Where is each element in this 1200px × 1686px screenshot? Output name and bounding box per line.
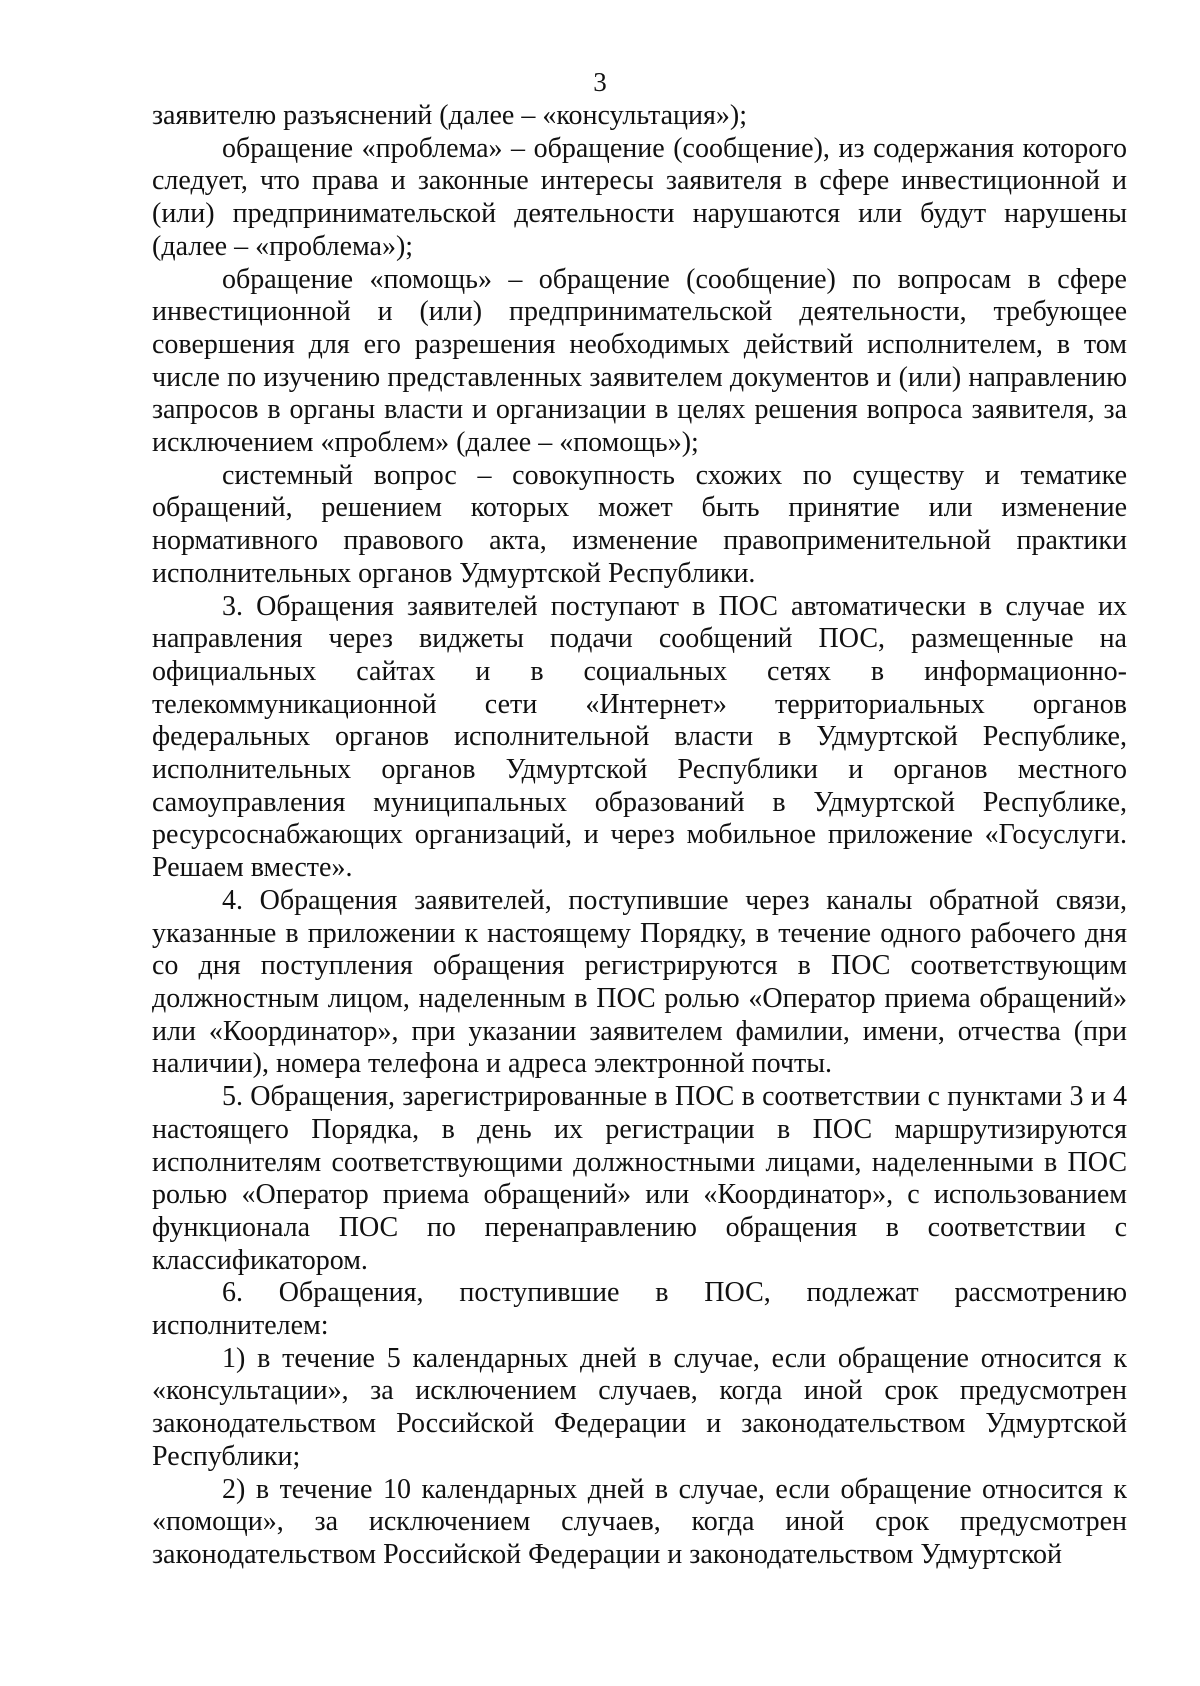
- paragraph-subitem-1: 1) в течение 5 календарных дней в случае, если обращение относится к «консультации», за исключением случаев, когда иной срок предусмотрен законодательством Российской Федерации и законодательством Удмуртской Республики;: [152, 1342, 1127, 1472]
- paragraph-definition-problem: обращение «проблема» – обращение (сообщение), из содержания которого следует, что права и законные интересы заявителя в сфере инвестиционной и (или) предпринимательской деятельности нарушаются или будут нарушены (далее – «проблема»);: [152, 132, 1127, 262]
- paragraph-definition-help: обращение «помощь» – обращение (сообщение) по вопросам в сфере инвестиционной и (или) предпринимательской деятельности, требующее совершения для его разрешения необходимых действий исполнителем, в том числе по изучению представленных заявителем документов и (или) направлению запросов в органы власти и организации в целях решения вопроса заявителя, за исключением «проблем» (далее – «помощь»);: [152, 263, 1127, 459]
- paragraph-item-6: 6. Обращения, поступившие в ПОС, подлежат рассмотрению исполнителем:: [152, 1277, 1127, 1342]
- paragraph-subitem-2: 2) в течение 10 календарных дней в случае, если обращение относится к «помощи», за исключением случаев, когда иной срок предусмотрен законодательством Российской Федерации и законодательством Удмуртской: [152, 1473, 1127, 1570]
- document-body: [152, 100, 1127, 1572]
- paragraph-item-5: 5. Обращения, зарегистрированные в ПОС в соответствии с пунктами 3 и 4 настоящего Порядка, в день их регистрации в ПОС маршрутизируются исполнителям соответствующими должностными лицами, наделенными в ПОС ролью «Оператор приема обращений» или «Координатор», с использованием функционала ПОС по перенаправлению обращения в соответствии с классификатором.: [152, 1081, 1127, 1276]
- paragraph-continuation: заявителю разъяснений (далее – «консультация»);: [152, 100, 747, 131]
- paragraph-item-3: 3. Обращения заявителей поступают в ПОС автоматически в случае их направления через виджеты подачи сообщений ПОС, размещенные на официальных сайтах и в социальных сетях в информационно-телекоммуникационной сети «Интернет» территориальных органов федеральных органов исполнительной власти в Удмуртской Республике, исполнительных органов Удмуртской Республики и органов местного самоуправления муниципальных образований в Удмуртской Республике, ресурсоснабжающих организаций, и через мобильное приложение «Госуслуги. Решаем вместе».: [152, 590, 1127, 884]
- paragraph-item-4: 4. Обращения заявителей, поступившие через каналы обратной связи, указанные в приложении к настоящему Порядку, в течение одного рабочего дня со дня поступления обращения регистрируются в ПОС соответствующим должностным лицом, наделенным в ПОС ролью «Оператор приема обращений» или «Координатор», при указании заявителем фамилии, имени, отчества (при наличии), номера телефона и адреса электронной почты.: [152, 884, 1127, 1080]
- page-number: 3: [593, 67, 607, 97]
- paragraph-definition-systemic-issue: системный вопрос – совокупность схожих по существу и тематике обращений, решением которых может быть принятие или изменение нормативного правового акта, изменение правоприменительной практики исполнительных органов Удмуртской Республики.: [152, 459, 1127, 589]
